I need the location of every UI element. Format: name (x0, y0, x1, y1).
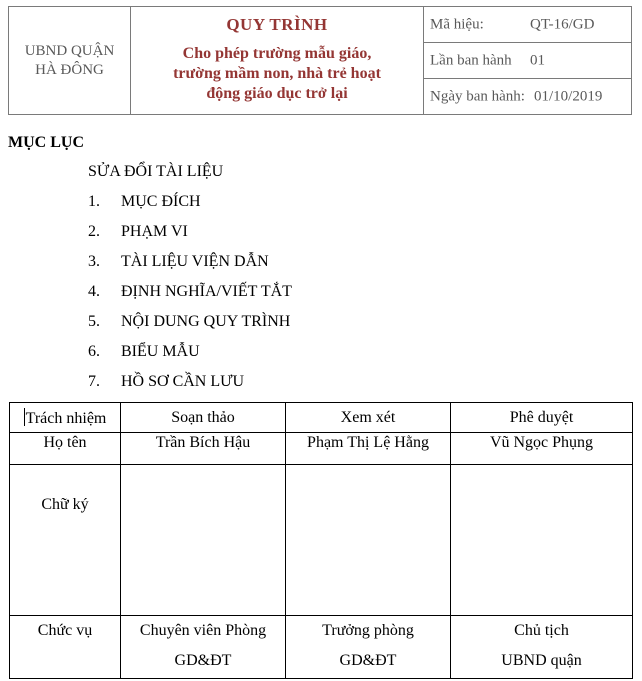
toc-title: MỤC LỤC (8, 134, 84, 151)
approver-position (451, 616, 633, 679)
toc-revision[interactable]: SỬA ĐỔI TÀI LIỆU (88, 163, 224, 180)
name-label: Họ tên (10, 433, 121, 465)
signature-label-cell (10, 465, 121, 616)
toc-item-text: MỤC ĐÍCH (121, 193, 201, 210)
approver-name: Vũ Ngọc Phụng (451, 433, 633, 465)
toc-item-number: 2. (88, 223, 100, 240)
header-approved-by: Phê duyệt (451, 403, 633, 433)
header-drafted-by: Soạn thảo (121, 403, 286, 433)
document-title (131, 44, 423, 104)
meta-issue-date (424, 79, 632, 115)
toc-item-text: NỘI DUNG QUY TRÌNH (121, 313, 291, 330)
document-header (8, 6, 632, 115)
document-title-line-3: động giáo dục trở lại (206, 85, 348, 102)
meta-label: Ngày ban hành: (430, 88, 525, 104)
reviewer-position-line-1: Trưởng phòng (322, 622, 414, 639)
position-label: Chức vụ (10, 616, 121, 679)
table-row (10, 616, 633, 679)
header-responsibility[interactable] (10, 403, 121, 433)
table-row (10, 403, 633, 433)
meta-label: Mã hiệu: (430, 16, 484, 32)
toc-item-number: 7. (88, 373, 100, 390)
toc-item-number: 4. (88, 283, 100, 300)
toc-item-text: HỒ SƠ CẦN LƯU (121, 373, 245, 390)
reviewer-name: Phạm Thị Lệ Hằng (286, 433, 451, 465)
reviewer-position (286, 616, 451, 679)
drafter-position-line-1: Chuyên viên Phòng (139, 622, 267, 639)
meta-document-code (424, 7, 632, 43)
approver-position-line-2: UBND quận (501, 652, 582, 669)
toc-item-text: PHẠM VI (121, 223, 188, 240)
toc-item-text: TÀI LIỆU VIỆN DẪN (121, 253, 269, 270)
document-title-block (131, 7, 424, 115)
meta-label: Lần ban hành (430, 52, 512, 68)
header-reviewed-by: Xem xét (286, 403, 451, 433)
toc-item-number: 3. (88, 253, 100, 270)
drafter-position (121, 616, 286, 679)
organization-line-1: UBND QUẬN (24, 42, 115, 59)
approver-signature[interactable] (451, 465, 633, 616)
meta-value: 01 (530, 52, 545, 68)
document-title-line-1: Cho phép trường mẫu giáo, (182, 45, 372, 62)
table-row (10, 465, 633, 616)
reviewer-signature[interactable] (286, 465, 451, 616)
toc-item-text: BIỂU MẪU (121, 343, 200, 360)
toc-item-number: 1. (88, 193, 100, 210)
header-responsibility-label: Trách nhiệm (25, 409, 107, 427)
document-title-line-2: trường mầm non, nhà trẻ hoạt (173, 65, 381, 82)
organization-name (9, 7, 131, 115)
text-cursor (24, 408, 25, 426)
drafter-position-line-2: GD&ĐT (174, 652, 232, 669)
meta-value: QT-16/GD (530, 16, 595, 32)
drafter-signature[interactable] (121, 465, 286, 616)
signature-label: Chữ ký (41, 496, 89, 513)
approver-position-line-1: Chủ tịch (514, 622, 569, 639)
meta-issue-number (424, 43, 632, 79)
meta-value: 01/10/2019 (534, 88, 603, 104)
organization-line-2: HÀ ĐÔNG (35, 61, 104, 78)
drafter-name: Trần Bích Hậu (121, 433, 286, 465)
reviewer-position-line-2: GD&ĐT (339, 652, 397, 669)
document-type: QUY TRÌNH (226, 15, 328, 34)
toc-item-number: 6. (88, 343, 100, 360)
table-row (10, 433, 633, 465)
toc-item-text: ĐỊNH NGHĨA/VIẾT TẮT (121, 283, 292, 300)
signature-table (9, 402, 633, 679)
toc-item-number: 5. (88, 313, 100, 330)
